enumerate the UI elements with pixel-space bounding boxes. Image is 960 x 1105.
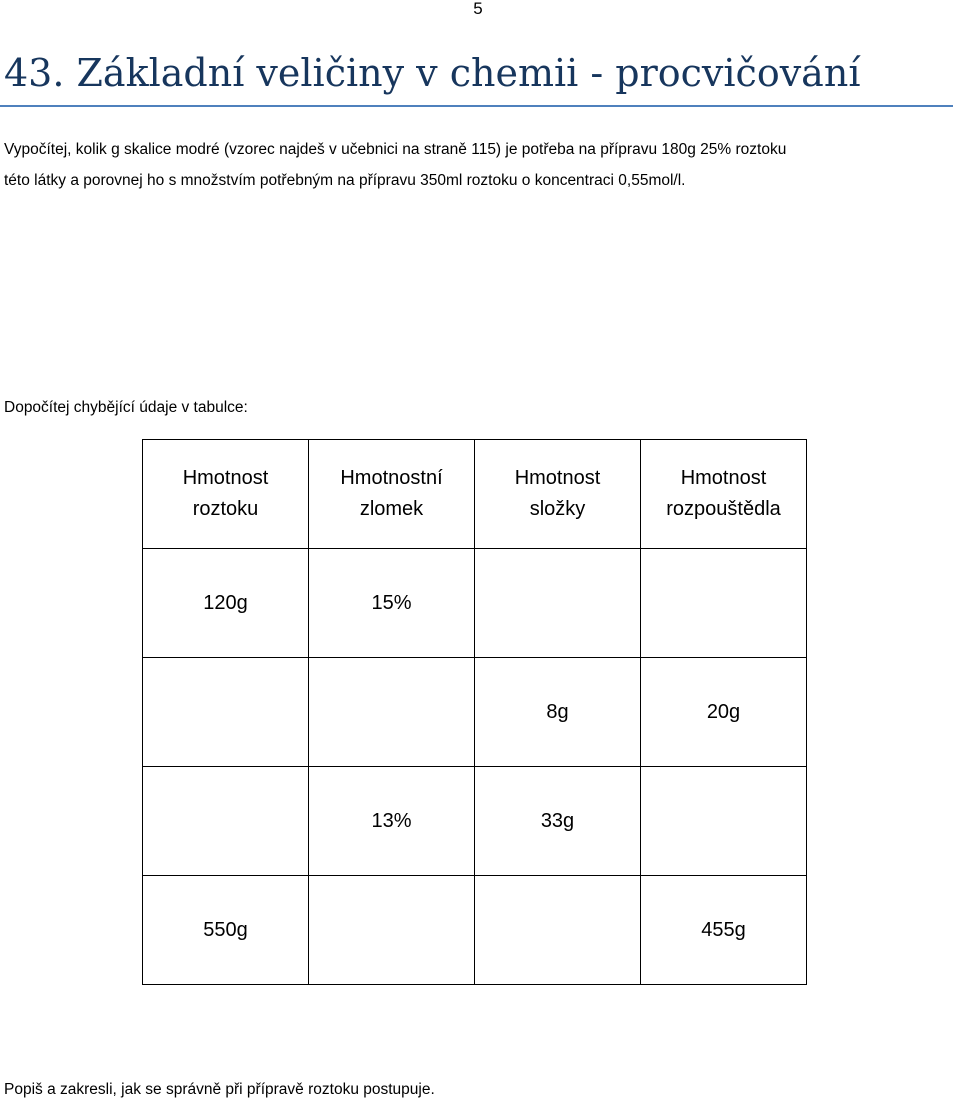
table-cell xyxy=(641,767,807,876)
table-row xyxy=(143,658,807,767)
header-label: roztoku xyxy=(192,498,259,520)
header-label: Hmotnostní xyxy=(340,467,443,489)
header-label: Hmotnost xyxy=(680,467,767,489)
task-table-instruction: Dopočítej chybějící údaje v tabulce: xyxy=(4,399,248,416)
task-calculation-line-2: této látky a porovnej ho s množstvím potřebným na přípravu 350ml roztoku o koncentraci 0,55mol/l. xyxy=(4,172,686,189)
table-cell: 455g xyxy=(641,876,807,985)
table-cell: 15% xyxy=(309,549,475,658)
table-cell xyxy=(309,658,475,767)
table-cell: 120g xyxy=(143,549,309,658)
table-cell xyxy=(641,549,807,658)
header-mass-fraction xyxy=(309,440,475,549)
header-label: složky xyxy=(529,498,586,520)
header-label: zlomek xyxy=(359,498,424,520)
table-cell: 20g xyxy=(641,658,807,767)
table-cell xyxy=(475,876,641,985)
table-cell: 8g xyxy=(475,658,641,767)
table-row xyxy=(143,549,807,658)
header-label: rozpouštědla xyxy=(666,498,781,520)
table-cell: 33g xyxy=(475,767,641,876)
table-header-row xyxy=(143,440,807,549)
task-calculation xyxy=(4,134,954,196)
title-underline xyxy=(0,105,953,107)
page-number: 5 xyxy=(473,0,483,18)
header-label: Hmotnost xyxy=(182,467,269,489)
mass-fraction-table xyxy=(142,439,807,985)
page-title: 43. Základní veličiny v chemii - procvičování xyxy=(4,51,861,95)
table-row xyxy=(143,767,807,876)
table-cell: 13% xyxy=(309,767,475,876)
header-solution-mass xyxy=(143,440,309,549)
task-describe-procedure: Popiš a zakresli, jak se správně při přípravě roztoku postupuje. xyxy=(4,1081,435,1098)
header-solvent-mass xyxy=(641,440,807,549)
table-cell xyxy=(475,549,641,658)
header-component-mass xyxy=(475,440,641,549)
table-cell xyxy=(143,767,309,876)
task-calculation-line-1: Vypočítej, kolik g skalice modré (vzorec najdeš v učebnici na straně 115) je potřeba na přípravu 180g 25% roztoku xyxy=(4,141,787,158)
table-cell: 550g xyxy=(143,876,309,985)
table-row xyxy=(143,876,807,985)
table-cell xyxy=(143,658,309,767)
header-label: Hmotnost xyxy=(514,467,601,489)
table-cell xyxy=(309,876,475,985)
